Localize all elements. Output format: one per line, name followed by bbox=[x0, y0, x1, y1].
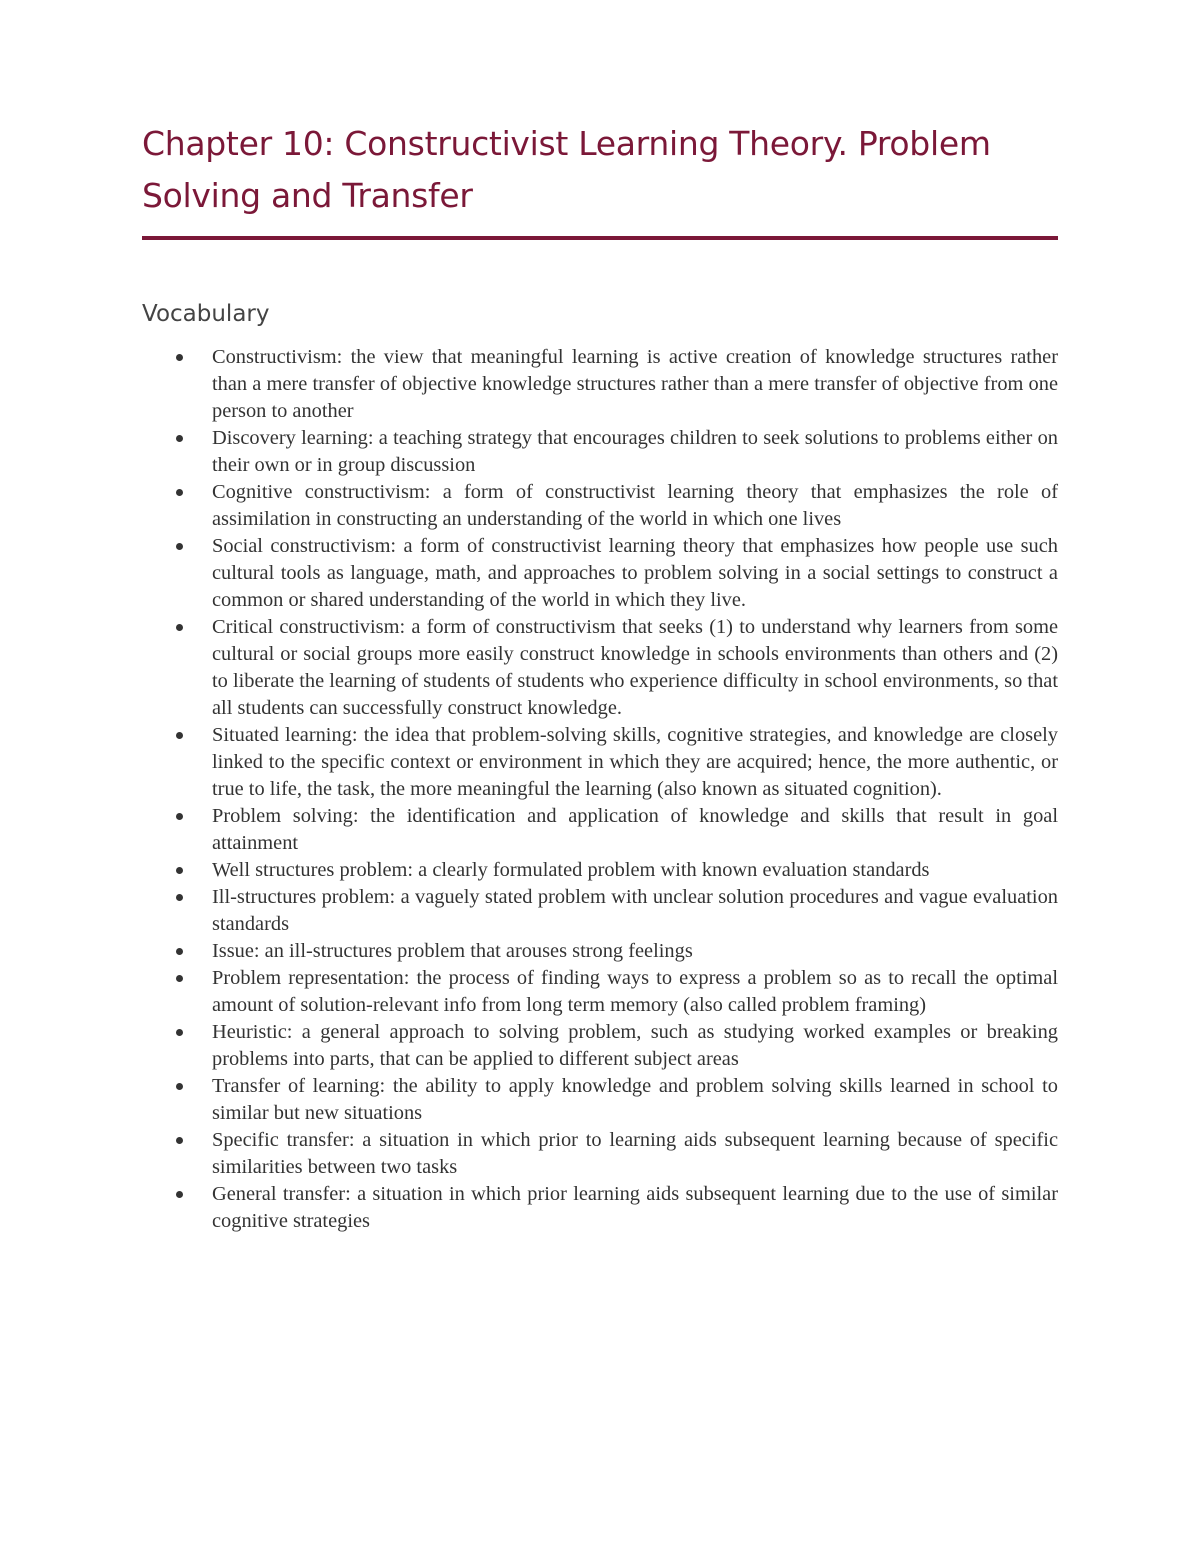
bullet-icon bbox=[176, 1029, 183, 1036]
bullet-icon bbox=[176, 948, 183, 955]
list-item bbox=[142, 857, 1058, 884]
vocabulary-entry: Discovery learning: a teaching strategy that encourages children to seek solutions to problems either on their own or in group discussion bbox=[212, 427, 1058, 476]
vocabulary-entry: Specific transfer: a situation in which prior to learning aids subsequent learning because of specific similarities between two tasks bbox=[212, 1129, 1058, 1178]
bullet-icon bbox=[176, 894, 183, 901]
vocabulary-entry: Situated learning: the idea that problem-solving skills, cognitive strategies, and knowledge are closely linked to the specific context or environment in which they are acquired; hence, the more authentic, or true to life, the task, the more meaningful the learning (also known as situated cognition). bbox=[212, 724, 1058, 800]
list-item bbox=[142, 1181, 1058, 1235]
list-item bbox=[142, 884, 1058, 938]
bullet-icon bbox=[176, 354, 183, 361]
list-item bbox=[142, 1127, 1058, 1181]
vocabulary-entry: Social constructivism: a form of constructivist learning theory that emphasizes how people use such cultural tools as language, math, and approaches to problem solving in a social settings to construct a common or shared understanding of the world in which they live. bbox=[212, 535, 1058, 611]
vocabulary-entry: Cognitive constructivism: a form of constructivist learning theory that emphasizes the role of assimilation in constructing an understanding of the world in which one lives bbox=[212, 481, 1058, 530]
vocabulary-entry: Well structures problem: a clearly formulated problem with known evaluation standards bbox=[212, 859, 930, 881]
list-item bbox=[142, 614, 1058, 722]
list-item bbox=[142, 938, 1058, 965]
vocabulary-entry: General transfer: a situation in which prior learning aids subsequent learning due to the use of similar cognitive strategies bbox=[212, 1183, 1058, 1232]
list-item bbox=[142, 722, 1058, 803]
vocabulary-entry: Transfer of learning: the ability to apply knowledge and problem solving skills learned in school to similar but new situations bbox=[212, 1075, 1058, 1124]
bullet-icon bbox=[176, 435, 183, 442]
list-item bbox=[142, 1073, 1058, 1127]
vocabulary-entry: Problem representation: the process of finding ways to express a problem so as to recall the optimal amount of solution-relevant info from long term memory (also called problem framing) bbox=[212, 967, 1058, 1016]
bullet-icon bbox=[176, 543, 183, 550]
bullet-icon bbox=[176, 1137, 183, 1144]
bullet-icon bbox=[176, 1083, 183, 1090]
bullet-icon bbox=[176, 624, 183, 631]
list-item bbox=[142, 533, 1058, 614]
bullet-icon bbox=[176, 975, 183, 982]
list-item bbox=[142, 344, 1058, 425]
list-item bbox=[142, 1019, 1058, 1073]
vocabulary-entry: Issue: an ill-structures problem that arouses strong feelings bbox=[212, 940, 693, 962]
vocabulary-entry: Critical constructivism: a form of constructivism that seeks (1) to understand why learners from some cultural or social groups more easily construct knowledge in schools environments than others and (2) to liberate the learning of students of students who experience difficulty in school environments, so that all students can successfully construct knowledge. bbox=[212, 616, 1058, 719]
list-item bbox=[142, 425, 1058, 479]
vocabulary-entry: Ill-structures problem: a vaguely stated problem with unclear solution procedures and vague evaluation standards bbox=[212, 886, 1058, 935]
vocabulary-entry: Heuristic: a general approach to solving problem, such as studying worked examples or breaking problems into parts, that can be applied to different subject areas bbox=[212, 1021, 1058, 1070]
bullet-icon bbox=[176, 489, 183, 496]
page-title: Chapter 10: Constructivist Learning Theory. Problem Solving and Transfer bbox=[142, 124, 991, 215]
vocabulary-entry: Constructivism: the view that meaningful learning is active creation of knowledge structures rather than a mere transfer of objective knowledge structures rather than a mere transfer of objective from one person to another bbox=[212, 346, 1058, 422]
bullet-icon bbox=[176, 732, 183, 739]
list-item bbox=[142, 965, 1058, 1019]
vocabulary-list bbox=[142, 344, 1058, 1235]
title-divider bbox=[142, 236, 1058, 240]
bullet-icon bbox=[176, 813, 183, 820]
list-item bbox=[142, 479, 1058, 533]
vocabulary-entry: Problem solving: the identification and application of knowledge and skills that result in goal attainment bbox=[212, 805, 1058, 854]
section-heading-vocabulary: Vocabulary bbox=[142, 301, 270, 327]
list-item bbox=[142, 803, 1058, 857]
bullet-icon bbox=[176, 867, 183, 874]
bullet-icon bbox=[176, 1191, 183, 1198]
